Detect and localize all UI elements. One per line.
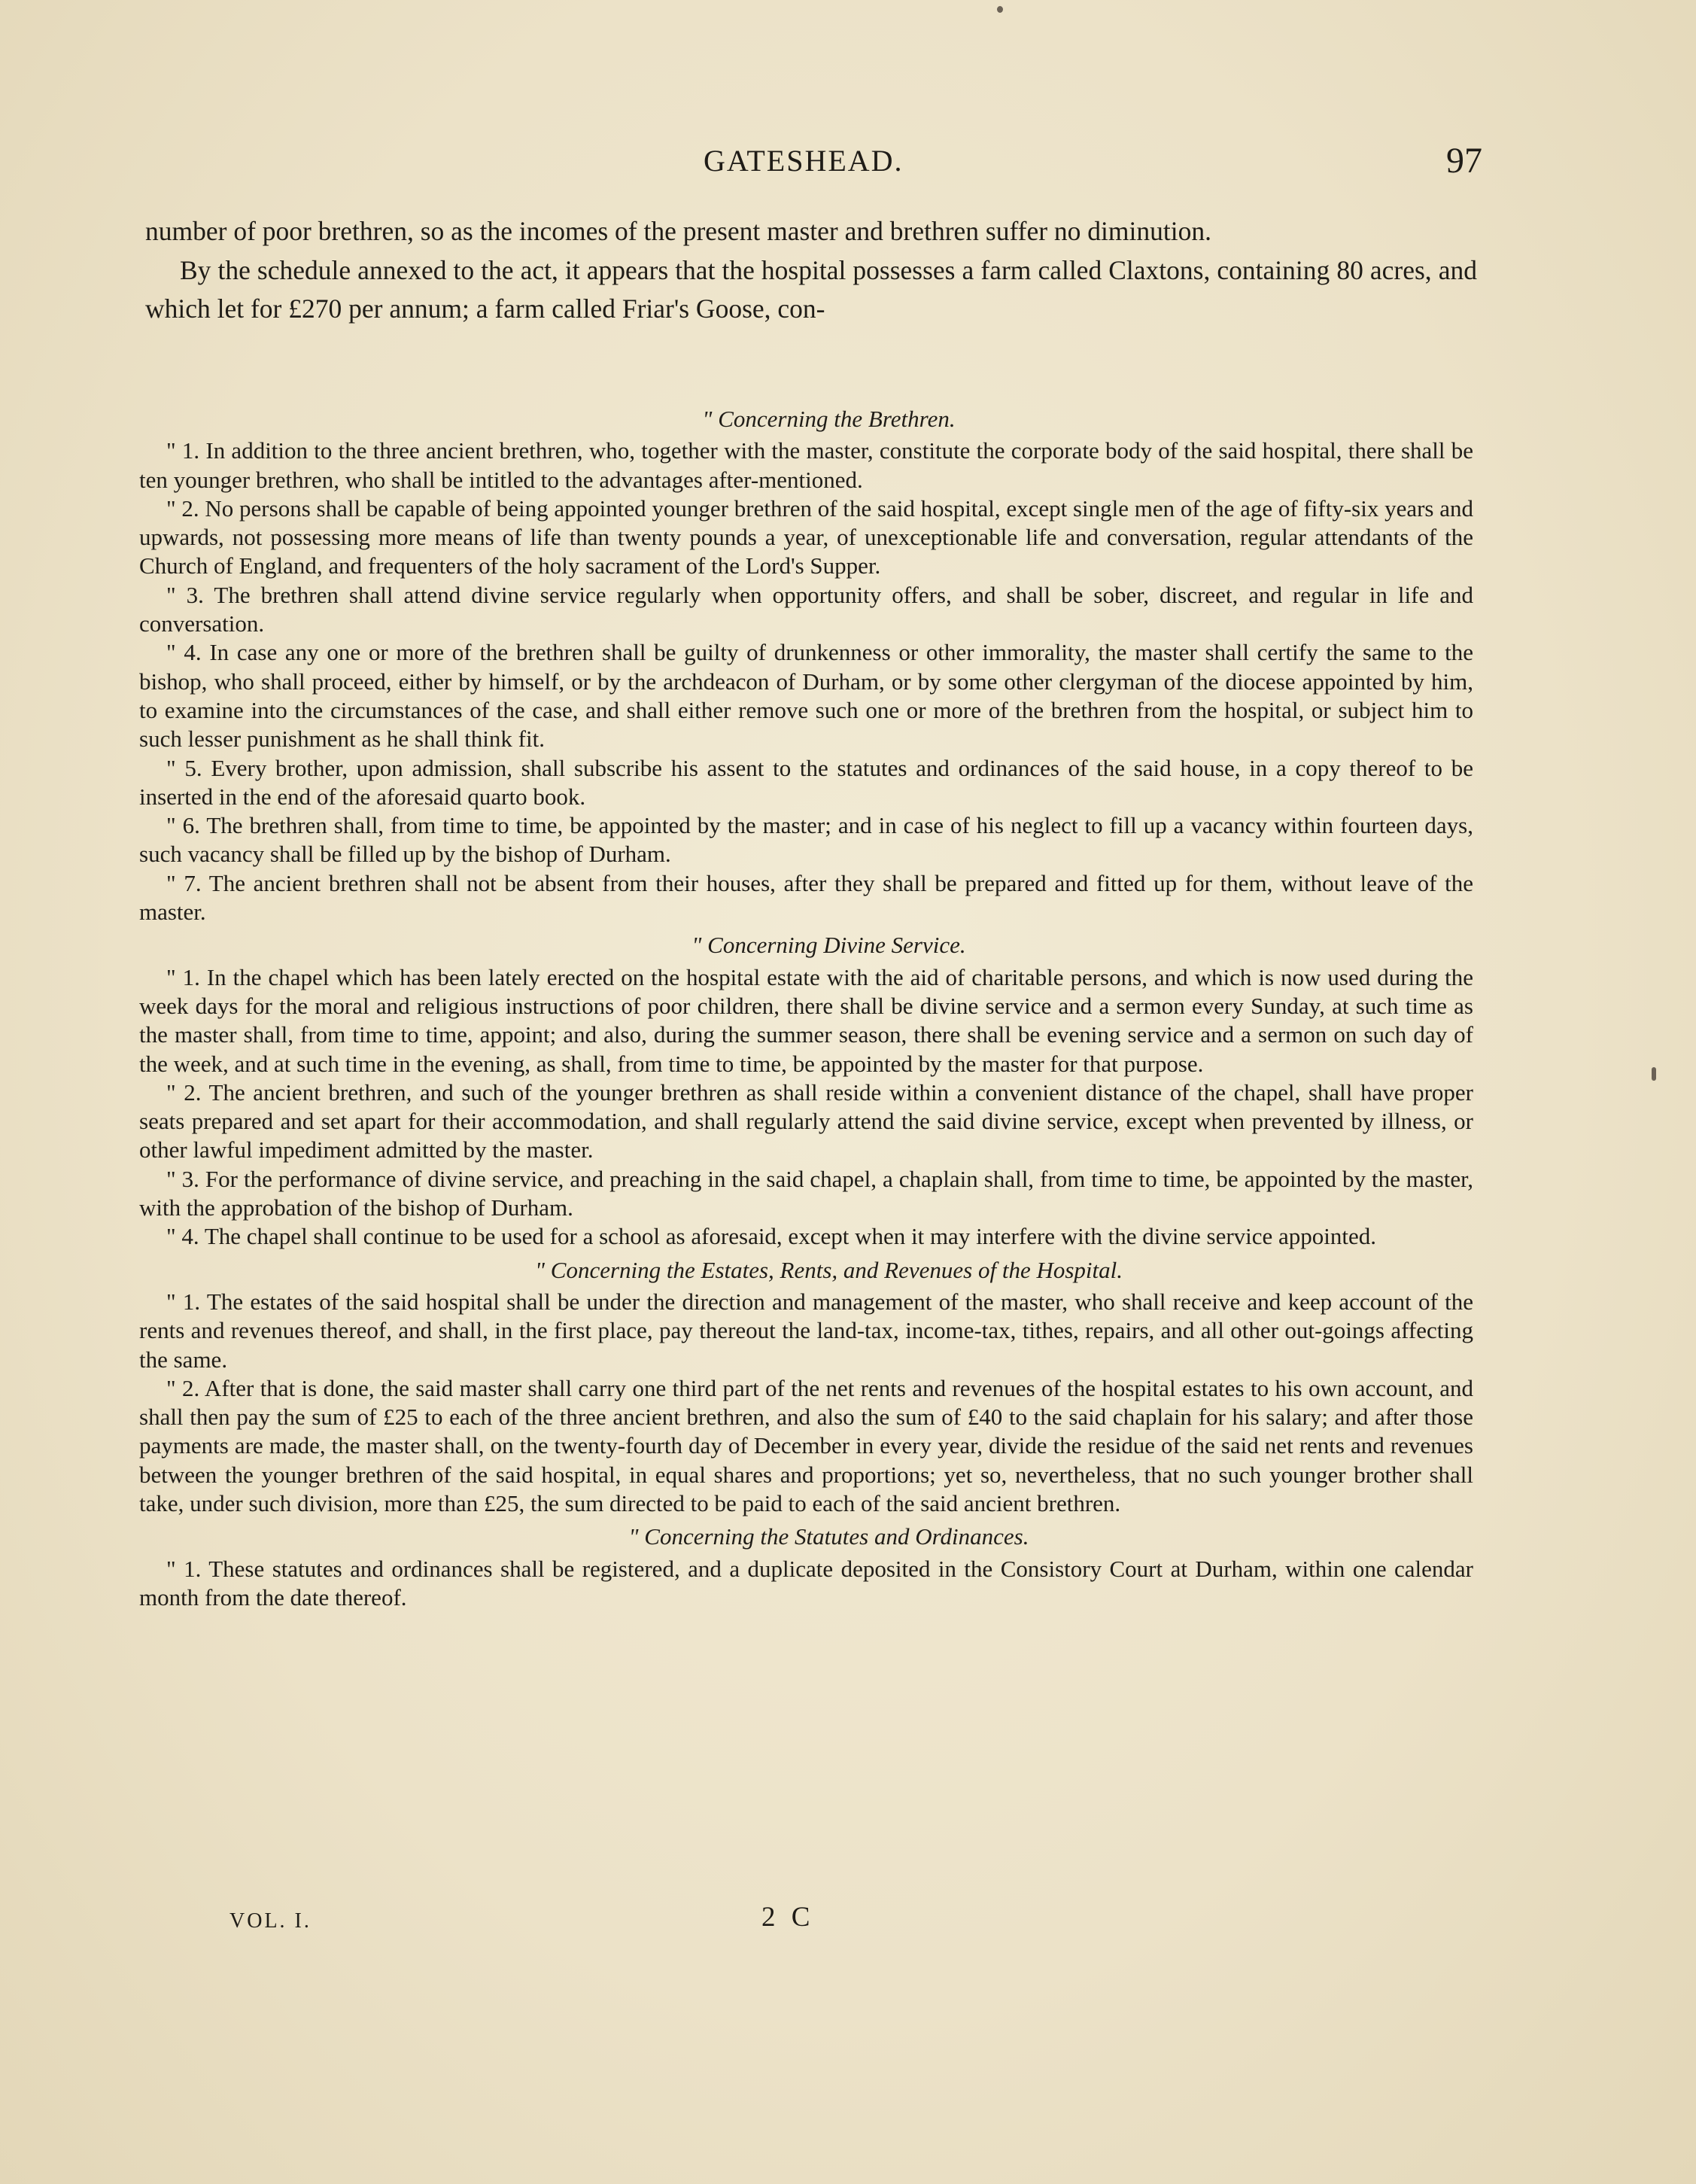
- clause-service-1: " 1. In the chapel which has been lately erected on the hospital estate with the aid of charitable persons, and which is now used during the week days for the moral and religious instructions of poor children, there shall be divine service and a sermon every Sunday, at such time as the master shall, from time to time, appoint; and also, during the summer season, there shall be evening service and a sermon on such day of the week, and at such time in the evening, as shall, from time to time, be appointed by the master for that purpose.: [139, 963, 1473, 1077]
- clause-estates-1: " 1. The estates of the said hospital shall be under the direction and management of the master, who shall receive and keep account of the rents and revenues thereof, and shall, in the first place, pay thereout the land-tax, income-tax, tithes, repairs, and all other out-goings affecting the same.: [139, 1288, 1473, 1373]
- print-speck: [997, 6, 1003, 13]
- body-text: [145, 212, 1477, 329]
- signature-mark: 2 C: [761, 1902, 815, 1933]
- page-number: 97: [1446, 141, 1482, 181]
- clause-brethren-4: " 4. In case any one or more of the brethren shall be guilty of drunkenness or other immorality, the master shall certify the same to the bishop, who shall proceed, either by himself, or by the archdeacon of Durham, or by some other clergyman of the diocese appointed by him, to examine into the circumstances of the case, and shall either remove such one or more of the brethren from the hospital, or subject him to such lesser punishment as he shall think fit.: [139, 639, 1473, 753]
- running-title: GATESHEAD.: [704, 144, 904, 178]
- clause-brethren-7: " 7. The ancient brethren shall not be absent from their houses, after they shall be prepared and fitted up for them, without leave of the master.: [139, 869, 1473, 926]
- volume-label: VOL. I.: [229, 1909, 312, 1933]
- clause-brethren-3: " 3. The brethren shall attend divine service regularly when opportunity offers, and shall be sober, discreet, and regular in life and conversation.: [139, 581, 1473, 637]
- clause-brethren-5: " 5. Every brother, upon admission, shall subscribe his assent to the statutes and ordinances of the said house, in a copy thereof to be inserted in the end of the aforesaid quarto book.: [139, 754, 1473, 810]
- clause-service-3: " 3. For the performance of divine service, and preaching in the said chapel, a chaplain shall, from time to time, be appointed by the master, with the approbation of the bishop of Durham.: [139, 1165, 1473, 1221]
- clause-brethren-1: " 1. In addition to the three ancient brethren, who, together with the master, constitute the corporate body of the said hospital, there shall be ten younger brethren, who shall be intitled to the advantages after-mentioned.: [139, 437, 1473, 493]
- paragraph-continued: number of poor brethren, so as the incomes of the present master and brethren suffer no diminution.: [145, 216, 1211, 246]
- section-heading-divine-service: " Concerning Divine Service.: [691, 932, 966, 959]
- clause-brethren-2: " 2. No persons shall be capable of being appointed younger brethren of the said hospital, except single men of the age of fifty-six years and upwards, not possessing more means of life than twenty pounds a year, of unexceptionable life and conversation, regular attendants of the Church of England, and frequenters of the holy sacrament of the Lord's Supper.: [139, 494, 1473, 579]
- clause-service-2: " 2. The ancient brethren, and such of the younger brethren as shall reside within a convenient distance of the chapel, shall have proper seats prepared and set apart for their accommodation, and shall regularly attend the said divine service, except when prevented by illness, or other lawful impediment admitted by the master.: [139, 1078, 1473, 1163]
- clause-service-4: " 4. The chapel shall continue to be used for a school as aforesaid, except when it may interfere with the divine service appointed.: [166, 1223, 1377, 1250]
- section-heading-brethren: " Concerning the Brethren.: [702, 406, 956, 432]
- clause-brethren-6: " 6. The brethren shall, from time to time, be appointed by the master; and in case of his neglect to fill up a vacancy within fourteen days, such vacancy shall be filled up by the bishop of Durham.: [139, 812, 1473, 868]
- section-heading-statutes: " Concerning the Statutes and Ordinances.: [628, 1523, 1029, 1550]
- section-heading-estates: " Concerning the Estates, Rents, and Revenues of the Hospital.: [535, 1256, 1123, 1283]
- paragraph-schedule: By the schedule annexed to the act, it appears that the hospital possesses a farm called Claxtons, containing 80 acres, and which let for £270 per annum; a farm called Friar's Goose, con-: [145, 255, 1477, 324]
- clause-statutes-1: " 1. These statutes and ordinances shall be registered, and a duplicate deposited in the Consistory Court at Durham, within one calendar month from the date thereof.: [139, 1555, 1473, 1611]
- statutes-block: [139, 400, 1473, 1612]
- clause-estates-2: " 2. After that is done, the said master shall carry one third part of the net rents and revenues of the hospital estates to his own account, and shall then pay the sum of £25 to each of the three ancient brethren, and also the sum of £40 to the said chaplain for his salary; and after those payments are made, the master shall, on the twenty-fourth day of December in every year, divide the residue of the said net rents and revenues between the younger brethren of the said hospital, in equal shares and proportions; yet so, nevertheless, that no such younger brother shall take, under such division, more than £25, the sum directed to be paid to each of the said ancient brethren.: [139, 1374, 1473, 1516]
- print-speck: [1652, 1067, 1656, 1081]
